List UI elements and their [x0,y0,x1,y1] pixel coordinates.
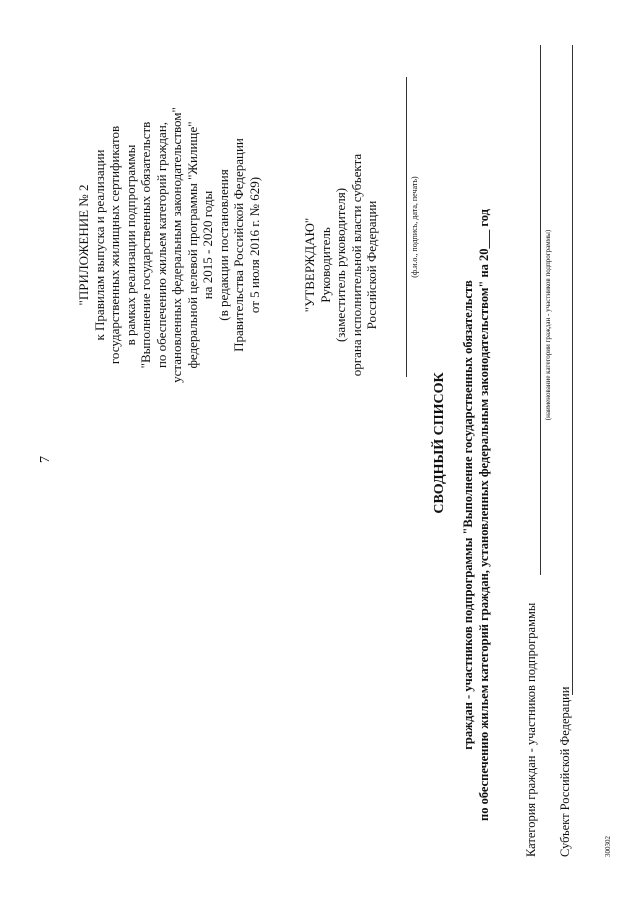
document-subtitle [460,145,492,885]
category-caption: (наименование категории граждан - участников подпрограммы) [544,229,552,421]
appendix-line: "ПРИЛОЖЕНИЕ № 2 [76,184,91,306]
appendix-line: от 5 июля 2016 г. № 629) [246,176,262,314]
appendix-line: к Правилам выпуска и реализации [91,149,107,341]
approval-line: органа исполнительной власти субъекта [348,153,364,377]
subtitle-line: по обеспечению жильем категорий граждан, установленных федеральным законодательством" на 20___ год [477,209,491,821]
subject-label: Субъект Российской Федерации [558,686,572,857]
subject-field-line [572,45,573,695]
appendix-line: установленных федеральным законодательством" [169,107,184,383]
appendix-line: Правительства Российской Федерации [231,138,246,352]
appendix-line: федеральной целевой программы "Жилище" [184,121,200,369]
appendix-line: "Выполнение государственных обязательств [138,121,153,369]
form-code: 300302 [604,836,612,857]
category-label: Категория граждан - участников подпрограммы [524,602,538,857]
category-field-line [540,45,541,575]
approval-line: Руководитель [317,227,333,303]
appendix-line: в рамках реализации подпрограммы [122,144,138,346]
signature-caption: (ф.и.о., подпись, дата, печать) [410,176,419,278]
approval-line: Российской Федерации [364,200,379,330]
appendix-line: государственных жилищных сертификатов [107,125,122,365]
subtitle-line: граждан - участников подпрограммы "Выполнение государственных обязательств [461,280,475,750]
approval-line: (заместитель руководителя) [333,187,348,343]
appendix-line: на 2015 - 2020 годы [200,190,215,300]
approval-line: "УТВЕРЖДАЮ" [302,217,317,313]
signature-line [406,77,407,377]
appendix-line: по обеспечению жильем категорий граждан, [153,121,169,369]
appendix-line: (в редакции постановления [215,169,231,321]
approval-block [302,145,380,385]
page-number: 7 [38,456,53,463]
document-title: СВОДНЫЙ СПИСОК [432,372,447,514]
appendix-header [76,65,262,425]
